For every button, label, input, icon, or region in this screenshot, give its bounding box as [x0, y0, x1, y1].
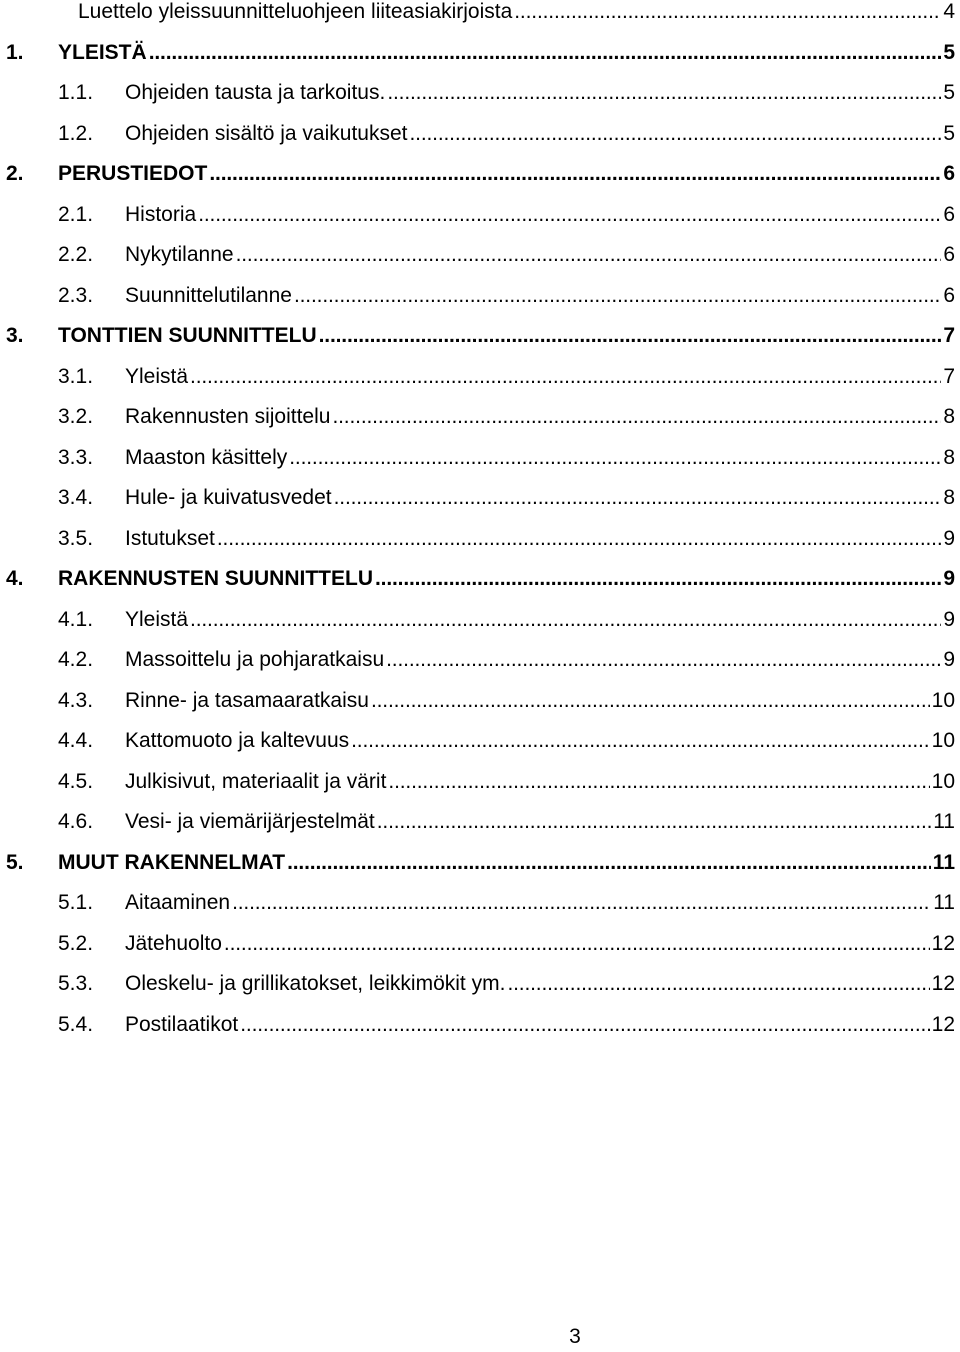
toc-entry-page: 12	[931, 931, 955, 955]
toc-entry-title: Oleskelu- ja grillikatokset, leikkimökit ym.	[125, 972, 506, 995]
toc-dot-leader	[294, 281, 941, 311]
toc-dot-leader	[387, 78, 941, 108]
toc-entry-title: Aitaaminen	[125, 891, 231, 914]
toc-entry-page: 8	[943, 405, 955, 428]
toc-entry-title: Rinne- ja tasamaaratkaisu	[125, 688, 369, 712]
toc-entry-page: 5	[943, 81, 955, 104]
toc-entry-title: MUUT RAKENNELMAT	[58, 850, 286, 874]
toc-entry[interactable]	[58, 524, 955, 554]
toc-entry-number: 4.4.	[58, 729, 94, 752]
toc-dot-leader	[371, 686, 930, 716]
toc-entry-title: Hule- ja kuivatusvedet	[125, 486, 332, 509]
toc-entry-number: 1.2.	[58, 121, 94, 145]
toc-entry-title: Istutukset	[125, 526, 215, 550]
toc-entry[interactable]	[58, 605, 955, 635]
toc-entry-number: 5.1.	[58, 891, 94, 914]
toc-entry[interactable]	[58, 686, 955, 716]
toc-entry-title: Postilaatikot	[125, 1012, 239, 1036]
toc-entry-page: 9	[943, 526, 955, 550]
toc-entry-page: 5	[943, 121, 955, 145]
toc-entry-page: 11	[932, 850, 955, 874]
toc-entry[interactable]	[58, 645, 955, 675]
toc-entry-page: 12	[931, 972, 955, 995]
toc-entry-title: Rakennusten sijoittelu	[125, 405, 331, 428]
toc-entry[interactable]	[6, 321, 955, 351]
toc-entry[interactable]	[58, 119, 955, 149]
toc-entry[interactable]	[58, 78, 955, 108]
toc-entry-page: 7	[943, 324, 955, 347]
toc-entry[interactable]	[58, 483, 955, 513]
toc-entry[interactable]	[58, 362, 955, 392]
toc-dot-leader	[240, 1010, 929, 1040]
toc-dot-leader	[332, 402, 941, 432]
toc-entry-page: 6	[943, 243, 955, 266]
toc-dot-leader	[190, 362, 941, 392]
toc-entry-title: Yleistä	[125, 364, 189, 388]
toc-entry-page: 8	[943, 445, 955, 469]
toc-entry-number: 3.4.	[58, 486, 94, 509]
toc-entry[interactable]	[58, 929, 955, 959]
toc-entry-number: 3.2.	[58, 405, 94, 428]
toc-entry-number: 2.3.	[58, 283, 94, 307]
toc-dot-leader	[287, 848, 931, 878]
toc-entry-number: 4.3.	[58, 688, 94, 712]
toc-entry-number: 3.5.	[58, 526, 94, 550]
toc-dot-leader	[319, 321, 942, 351]
toc-entry-number: 2.1.	[58, 202, 94, 226]
toc-entry-title: Massoittelu ja pohjaratkaisu	[125, 648, 385, 671]
toc-entry-title: Yleistä	[125, 607, 189, 631]
toc-dot-leader	[224, 929, 930, 959]
toc-entry[interactable]	[6, 564, 955, 594]
page-number: 3	[569, 1325, 581, 1348]
toc-dot-leader	[217, 524, 941, 554]
toc-dot-leader	[514, 0, 941, 27]
toc-entry-number: 3.1.	[58, 364, 94, 388]
toc-entry-title: Ohjeiden sisältö ja vaikutukset	[125, 121, 408, 145]
toc-entry-title: Historia	[125, 202, 197, 226]
toc-entry-title: YLEISTÄ	[58, 40, 147, 64]
toc-entry-title: Jätehuolto	[125, 931, 222, 955]
toc-entry[interactable]	[58, 1010, 955, 1040]
toc-entry[interactable]	[6, 38, 955, 68]
toc-entry-number: 5.	[6, 850, 24, 874]
toc-entry-page: 12	[931, 1012, 955, 1036]
toc-entry-page: 8	[943, 486, 955, 509]
toc-entry-title: RAKENNUSTEN SUUNNITTELU	[58, 567, 373, 590]
toc-entry-number: 3.	[6, 324, 24, 347]
toc-entry-number: 4.6.	[58, 810, 94, 833]
toc-entry-number: 1.	[6, 40, 24, 64]
toc-entry-number: 3.3.	[58, 445, 94, 469]
toc-entry-number: 1.1.	[58, 81, 94, 104]
toc-entry-title: Julkisivut, materiaalit ja värit	[125, 769, 387, 793]
toc-entry[interactable]	[58, 888, 955, 918]
toc-entry-page: 11	[933, 810, 955, 833]
toc-dot-leader	[289, 443, 941, 473]
toc-entry-page: 7	[943, 364, 955, 388]
toc-entry-title: Nykytilanne	[125, 243, 234, 266]
toc-entry[interactable]	[58, 726, 955, 756]
toc-entry[interactable]	[58, 767, 955, 797]
toc-entry-page: 10	[931, 688, 955, 712]
toc-entry-number: 4.2.	[58, 648, 94, 671]
toc-entry[interactable]	[6, 848, 955, 878]
toc-dot-leader	[190, 605, 941, 635]
toc-entry-number: 5.2.	[58, 931, 94, 955]
toc-dot-leader	[232, 888, 931, 918]
toc-entry-title: Suunnittelutilanne	[125, 283, 292, 307]
toc-entry-number: 2.2.	[58, 243, 94, 266]
toc-dot-leader	[386, 645, 941, 675]
toc-dot-leader	[410, 119, 942, 149]
toc-entry-title: Maaston käsittely	[125, 445, 288, 469]
toc-entry-number: 4.1.	[58, 607, 94, 631]
toc-dot-leader	[334, 483, 942, 513]
toc-entry-page: 6	[943, 162, 955, 185]
toc-entry[interactable]	[58, 281, 955, 311]
toc-entry-page: 10	[931, 729, 955, 752]
toc-entry-title: Luettelo yleissuunnitteluohjeen liiteasiakirjoista	[78, 0, 513, 23]
toc-entry[interactable]	[58, 402, 955, 432]
toc-entry-page: 9	[943, 567, 955, 590]
toc-entry-title: PERUSTIEDOT	[58, 162, 208, 185]
toc-dot-leader	[149, 38, 942, 68]
toc-entry-page: 5	[943, 40, 955, 64]
toc-entry[interactable]	[58, 443, 955, 473]
toc-entry[interactable]	[78, 0, 955, 27]
toc-entry-page: 9	[943, 648, 955, 671]
toc-entry[interactable]	[58, 200, 955, 230]
toc-entry-page: 9	[943, 607, 955, 631]
toc-entry-title: Vesi- ja viemärijärjestelmät	[125, 810, 375, 833]
toc-dot-leader	[236, 240, 942, 270]
toc-entry-number: 5.4.	[58, 1012, 94, 1036]
toc-entry-number: 5.3.	[58, 972, 94, 995]
toc-dot-leader	[375, 564, 941, 594]
toc-entry[interactable]	[58, 969, 955, 999]
toc-dot-leader	[507, 969, 929, 999]
toc-entry-number: 4.	[6, 567, 24, 590]
toc-entry-title: Ohjeiden tausta ja tarkoitus.	[125, 81, 386, 104]
toc-dot-leader	[198, 200, 941, 230]
toc-entry-page: 10	[931, 769, 955, 793]
toc-dot-leader	[377, 807, 931, 837]
toc-entry-title: Kattomuoto ja kaltevuus	[125, 729, 350, 752]
toc-entry-page: 6	[943, 202, 955, 226]
toc-entry[interactable]	[58, 807, 955, 837]
toc-entry-page: 4	[943, 0, 955, 23]
toc-dot-leader	[388, 767, 929, 797]
toc-dot-leader	[209, 159, 941, 189]
toc-entry-number: 2.	[6, 162, 24, 185]
toc-entry[interactable]	[6, 159, 955, 189]
toc-entry[interactable]	[58, 240, 955, 270]
toc-entry-title: TONTTIEN SUUNNITTELU	[58, 324, 317, 347]
toc-entry-page: 11	[933, 891, 955, 914]
toc-entry-page: 6	[943, 283, 955, 307]
toc-entry-number: 4.5.	[58, 769, 94, 793]
toc-dot-leader	[351, 726, 930, 756]
